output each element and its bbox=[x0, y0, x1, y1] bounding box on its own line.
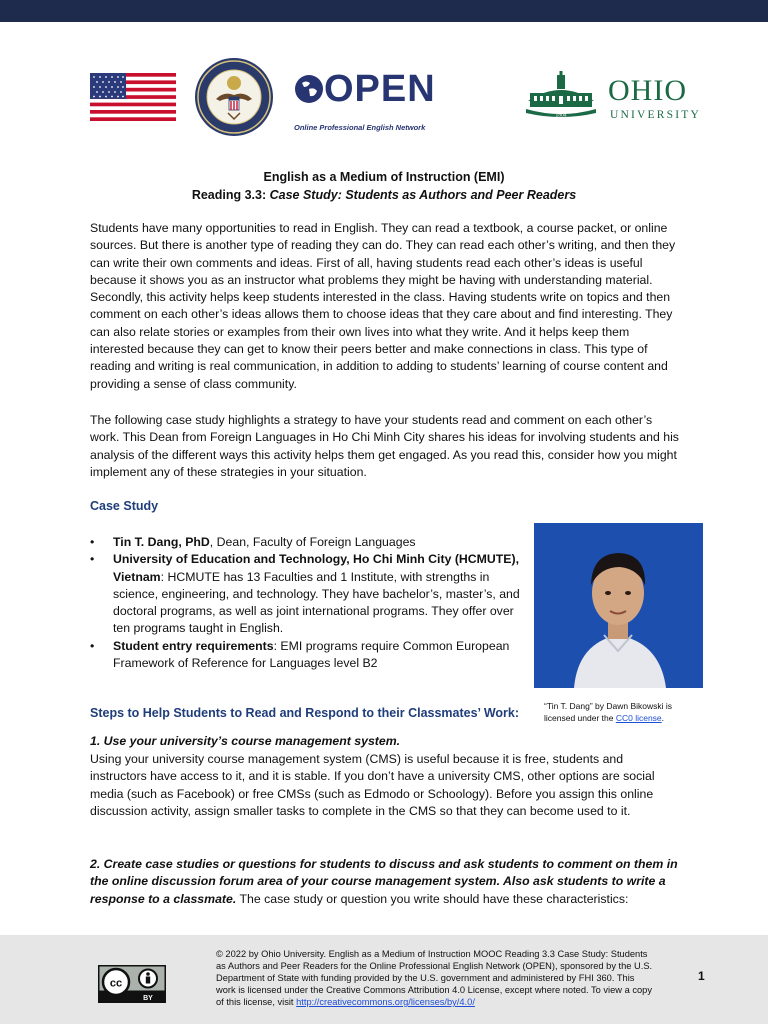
title-line-2-italic: Case Study: Students as Authors and Peer Readers bbox=[269, 188, 577, 202]
case-study-bullet-list bbox=[90, 534, 530, 672]
list-item bbox=[90, 534, 530, 551]
title-line-2-prefix: Reading 3.3: bbox=[191, 188, 270, 202]
globe-icon bbox=[294, 74, 324, 104]
step-2-rest: The case study or question you write should have these characteristics: bbox=[236, 891, 629, 906]
open-wordmark: OPEN bbox=[324, 68, 436, 110]
list-item bbox=[90, 551, 530, 637]
person-portrait-icon bbox=[534, 523, 703, 688]
header-logos bbox=[90, 55, 710, 141]
portrait-photo bbox=[534, 523, 703, 688]
cc-by-label: BY bbox=[143, 995, 153, 1002]
ohio-university-subtitle: UNIVERSITY bbox=[610, 109, 701, 121]
open-logo bbox=[294, 68, 436, 132]
page-number: 1 bbox=[698, 969, 705, 983]
footer-text: © 2022 by Ohio University. English as a Medium of Instruction MOOC Reading 3.3 Case Study: Students as Authors and Peer Readers for the Online Professional English Network (OPEN), sponsored by the U.S. Department of State with funding provided by the U.S. government and administered by FHI 360. This work is licensed under the Creative Commons Attribution 4.0 License, except where noted. To view a copy of this license, visit bbox=[216, 949, 653, 1007]
footer-license-text bbox=[216, 948, 656, 1008]
title-line-1: English as a Medium of Instruction (EMI) bbox=[263, 170, 505, 184]
photo-caption bbox=[544, 700, 704, 724]
department-of-state-seal-icon bbox=[194, 55, 274, 139]
document-title bbox=[0, 168, 768, 204]
bullet-text: : EMI programs require Common European Framework of Reference for Languages level B2 bbox=[113, 638, 510, 671]
step-1-heading: 1. Use your university’s course management system. bbox=[90, 734, 401, 748]
cc-license-url-link[interactable]: http://creativecommons.org/licenses/by/4.0/ bbox=[296, 997, 475, 1007]
bullet-bold: Tin T. Dang, PhD bbox=[113, 535, 210, 549]
bullet-text: : HCMUTE has 13 Faculties and 1 Institute, with strengths in science, engineering, and technology. They have bachelor’s, master’s, and doctoral programs, as well as joint international programs. They offer over ten programs taught in English. bbox=[113, 569, 520, 636]
ohio-year: 1804 bbox=[555, 112, 567, 119]
step-2-paragraph bbox=[90, 856, 680, 908]
bullet-bold: University of Education and Technology, Ho Chi Minh City (HCMUTE), Vietnam bbox=[113, 552, 520, 584]
caption-text: “Tin T. Dang” by Dawn Bikowski is licensed under the bbox=[544, 701, 673, 723]
open-tagline: Online Professional English Network bbox=[294, 123, 426, 132]
caption-end: . bbox=[661, 713, 665, 723]
us-flag-icon bbox=[90, 73, 176, 121]
ohio-university-logo bbox=[524, 69, 714, 129]
page-footer bbox=[0, 935, 768, 1024]
bullet-text: , Dean, Faculty of Foreign Languages bbox=[209, 535, 416, 549]
cc0-license-link[interactable]: CC0 license bbox=[615, 713, 662, 723]
intro-paragraph-2: The following case study highlights a strategy to have your students read and comment on each other’s work. This Dean from Foreign Languages in Ho Chi Minh City shares his ideas for involving students and his analysis of the different ways this activity helps them get engaged. As you read this, consider how you might implement any of these strategies in your situation. bbox=[90, 413, 679, 479]
cutler-hall-icon bbox=[524, 71, 598, 119]
case-study-heading: Case Study bbox=[90, 499, 159, 513]
steps-heading: Steps to Help Students to Read and Respond to their Classmates’ Work: bbox=[90, 706, 520, 720]
ohio-wordmark: OHIO bbox=[608, 74, 687, 107]
step-1-body: Using your university course management system (CMS) is useful because it is free, students and instructors have access to it, and it is stable. If you don’t have a university CMS, other options are social media (such as Facebook) or free CMSs (such as Edmodo or Schoology). Before you assign this online discussion activity, assign smaller tasks to complete in the CMS so that they can become used to it. bbox=[90, 752, 655, 818]
svg-text:cc: cc bbox=[109, 977, 123, 990]
title-line-2 bbox=[0, 186, 768, 204]
list-item bbox=[90, 638, 530, 673]
top-banner-bar bbox=[0, 0, 768, 22]
step-2-bold: 2. Create case studies or questions for students to discuss and ask students to comment on them in the online discussion forum area of your course management system. Also ask students to write a response to a classmate. bbox=[90, 857, 678, 906]
cc-by-license-icon bbox=[98, 965, 166, 1003]
bullet-bold: Student entry requirements bbox=[113, 638, 274, 653]
intro-paragraph-1: Students have many opportunities to read in English. They can read a textbook, a course packet, or online sources. But there is another type of reading they can do. They can read each other’s writing, and then they can write their own comments and ideas. First of all, having students read each other’s ideas is useful because it shows you as an instructor what problems they might be having with understanding material. Secondly, this activity helps keep students interested in the class. Having students write on topics and then comment on each other’s ideas allows them to choose ideas that they care about and find interesting. They can also relate stories or examples from their own lives into what they write. And it helps keep them interested because they can get to know their peers better and make connections in class. This type of reading and writing is real communication, in addition to adding to students’ learning of course content and providing a sense of class community. bbox=[90, 221, 676, 391]
